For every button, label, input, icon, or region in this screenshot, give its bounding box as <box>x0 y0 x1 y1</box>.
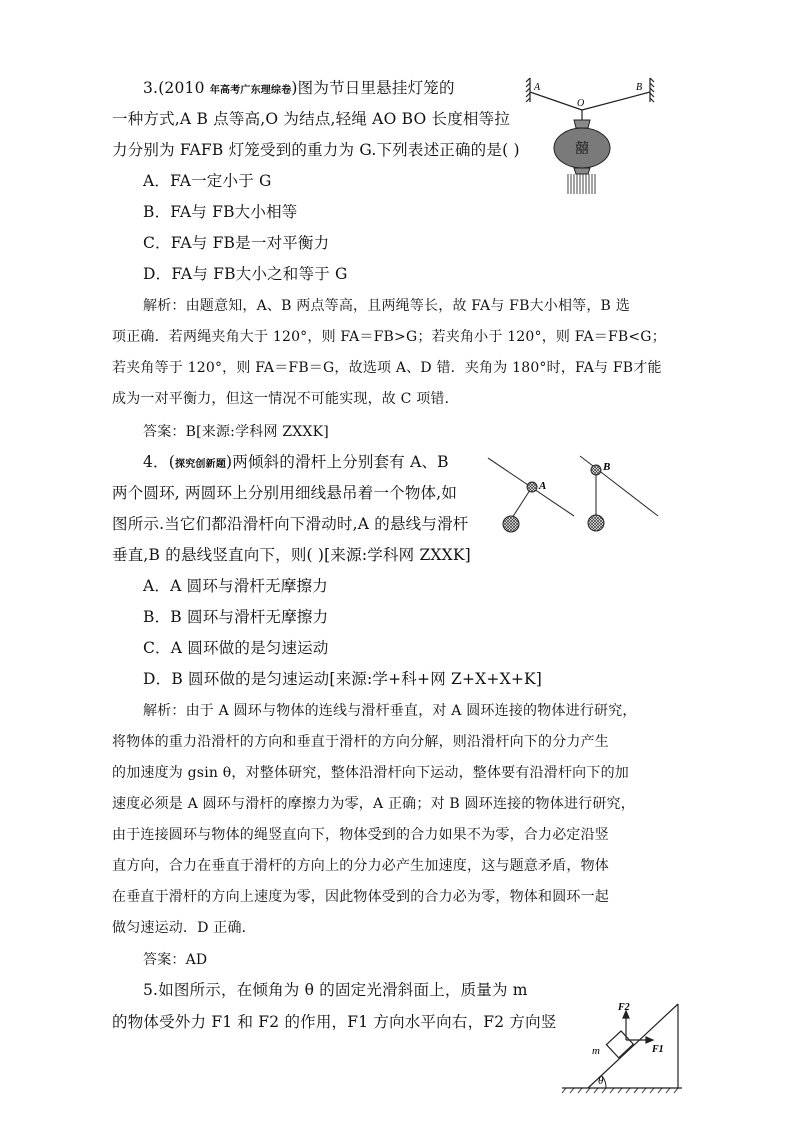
q4-answer: 答案：AD <box>143 952 208 968</box>
q4-analysis-line-8: 做匀速运动．D 正确． <box>112 920 256 936</box>
q4-stem-text: )两倾斜的滑杆上分别套有 A、B <box>226 453 449 471</box>
q3-stem-line-2: 一种方式,A B 点等高,O 为结点,轻绳 AO BO 长度相等拉 <box>112 110 511 128</box>
lantern-character: 囍 <box>575 141 589 157</box>
q3-option-b: B．FA与 FB大小相等 <box>143 203 298 221</box>
ring-a <box>527 482 537 492</box>
weight-a <box>503 516 519 532</box>
q4-analysis-line-3: 的加速度为 gsin θ，对整体研究，整体沿滑杆向下运动，整体要有沿滑杆向下的加 <box>112 765 629 781</box>
q3-option-c: C．FA与 FB是一对平衡力 <box>143 234 330 252</box>
q4-stem-line-2: 两个圆环, 两圆环上分别用细线悬吊着一个物体,如 <box>112 484 458 502</box>
arrow-f1 <box>646 1037 653 1043</box>
q3-stem-text: )图为节日里悬挂灯笼的 <box>291 79 455 97</box>
label-ring-b: B <box>603 461 611 473</box>
label-theta: θ <box>598 1075 604 1087</box>
q4-analysis-line-1: 解析：由于 A 圆环与物体的连线与滑杆垂直，对 A 圆环连接的物体进行研究， <box>143 703 637 719</box>
label-f2: F2 <box>618 1002 630 1013</box>
q5-stem-line-1: 5.如图所示，在倾角为 θ 的固定光滑斜面上，质量为 m <box>143 981 528 999</box>
q3-analysis-line-3: 若夹角等于 120°，则 FA＝FB＝G，故选项 A、D 错．夹角为 180°时，FA与 FB才能 <box>112 360 662 376</box>
q4-number: 4．( <box>143 453 176 471</box>
q5-stem-line-2: 的物体受外力 F1 和 F2 的作用，F1 方向水平向右，F2 方向竖 <box>112 1013 557 1031</box>
label-a: A <box>534 82 541 93</box>
q4-stem-line-3: 图所示.当它们都沿滑杆向下滑动时,A 的悬线与滑杆 <box>112 515 469 533</box>
q4-analysis-line-2: 将物体的重力沿滑杆的方向和垂直于滑杆的方向分解，则沿滑杆向下的分力产生 <box>112 734 609 750</box>
q4-option-d: D．B 圆环做的是匀速运动[来源:学+科+网 Z+X+X+K] <box>143 670 543 688</box>
q3-analysis-line-2: 项正确．若两绳夹角大于 120°，则 FA＝FB>G；若夹角小于 120°，则 FA＝FB<G； <box>112 329 666 345</box>
q3-analysis-line-1: 解析：由题意知，A、B 两点等高，且两绳等长，故 FA与 FB大小相等，B 选 <box>143 298 630 314</box>
q4-option-b: B．B 圆环与滑杆无摩擦力 <box>143 608 329 626</box>
lantern-base <box>574 168 590 174</box>
q3-option-a: A．FA一定小于 G <box>143 172 272 190</box>
label-b: B <box>636 82 643 93</box>
lantern-tassels <box>568 174 595 194</box>
incline-figure <box>560 996 684 1096</box>
weight-b <box>588 515 604 531</box>
q4-stem-line-4: 垂直,B 的悬线竖直向下，则( )[来源:学科网 ZXXK] <box>112 546 471 564</box>
lantern-figure <box>524 76 656 198</box>
label-o: O <box>577 98 585 109</box>
q4-option-c: C．A 圆环做的是匀速运动 <box>143 639 329 657</box>
label-m: m <box>592 1045 600 1057</box>
block-m <box>606 1031 633 1058</box>
q3-number: 3.(2010 <box>143 79 210 97</box>
q4-stem-line-1 <box>143 452 449 475</box>
q4-option-a: A．A 圆环与滑杆无摩擦力 <box>143 577 328 595</box>
q4-source-tag: 探究创新题 <box>175 459 227 470</box>
q3-answer: 答案：B[来源:学科网 ZXXK] <box>143 424 329 440</box>
lantern-cap <box>574 120 590 128</box>
label-ring-a: A <box>539 480 547 492</box>
label-f1: F1 <box>652 1044 664 1055</box>
q3-analysis-line-4: 成为一对平衡力，但这一情况不可能实现，故 C 项错． <box>112 391 459 407</box>
ground-hatching <box>562 1088 678 1093</box>
ring-b <box>591 465 601 475</box>
q3-stem-line-1 <box>143 78 455 101</box>
q4-analysis-line-4: 速度必须是 A 圆环与滑杆的摩擦力为零，A 正确；对 B 圆环连接的物体进行研究， <box>112 796 635 812</box>
q4-analysis-line-7: 在垂直于滑杆的方向上速度为零，因此物体受到的合力必为零，物体和圆环一起 <box>112 889 609 905</box>
sliding-rods-figure <box>484 452 664 542</box>
q3-source-tag: 年高考广东理综卷 <box>209 85 292 96</box>
q4-analysis-line-5: 由于连接圆环与物体的绳竖直向下，物体受到的合力如果不为零，合力必定沿竖 <box>112 827 609 843</box>
q3-option-d: D．FA与 FB大小之和等于 G <box>143 265 348 283</box>
q4-analysis-line-6: 直方向，合力在垂直于滑杆的方向上的分力必产生加速度，这与题意矛盾，物体 <box>112 858 609 874</box>
q3-stem-line-3: 力分别为 FAFB 灯笼受到的重力为 G.下列表述正确的是( ) <box>112 141 520 159</box>
